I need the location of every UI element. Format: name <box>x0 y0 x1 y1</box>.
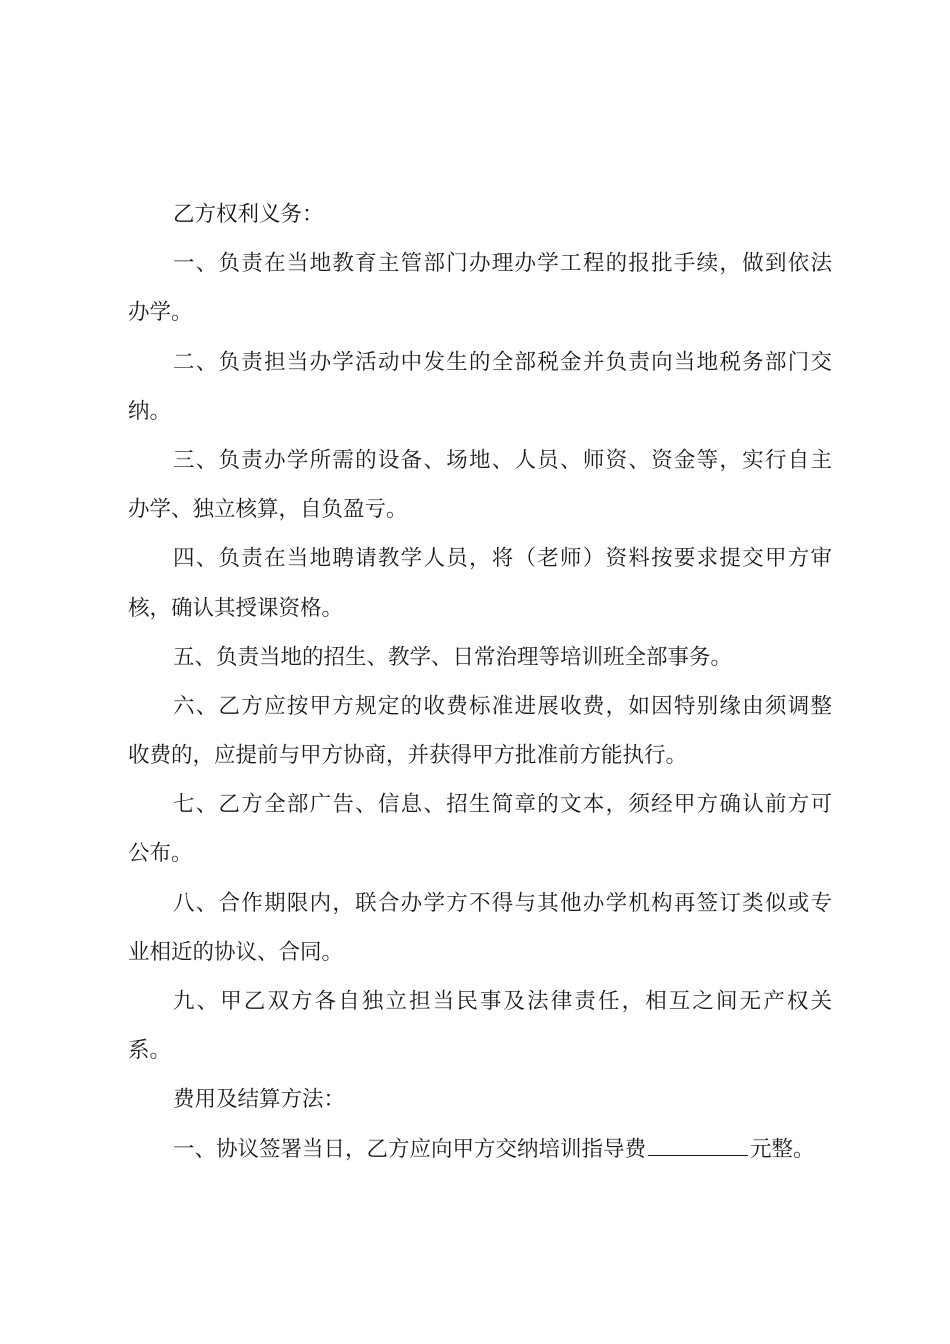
paragraph-line: 四、负责在当地聘请教学人员，将（老师）资料按要求提交甲方审 <box>173 546 832 572</box>
paragraph-line: 五、负责当地的招生、教学、日常治理等培训班全部事务。 <box>173 644 733 670</box>
paragraph-line: 三、负责办学所需的设备、场地、人员、师资、资金等，实行自主 <box>173 447 832 473</box>
paragraph-line: 业相近的协议、合同。 <box>128 939 344 965</box>
paragraph-line: 六、乙方应按甲方规定的收费标准进展收费，如因特别缘由须调整 <box>173 693 832 719</box>
paragraph-line: 七、乙方全部广告、信息、招生简章的文本，须经甲方确认前方可 <box>173 792 832 818</box>
fee-clause-suffix: 元整。 <box>750 1136 815 1162</box>
paragraph-line: 公布。 <box>128 841 193 867</box>
section-heading: 乙方权利义务： <box>173 202 324 227</box>
fee-clause-text: 一、协议签署当日，乙方应向甲方交纳培训指导费 <box>173 1136 647 1162</box>
paragraph-line: 八、合作期限内，联合办学方不得与其他办学机构再签订类似或专 <box>173 890 832 916</box>
paragraph-line: 收费的，应提前与甲方协商，并获得甲方批准前方能执行。 <box>128 743 688 769</box>
fee-clause-line <box>128 1125 832 1174</box>
paragraph-line: 办学。 <box>128 300 193 326</box>
paragraph-line: 九、甲乙双方各自独立担当民事及法律责任，相互之间无产权关 <box>173 989 832 1014</box>
paragraph-line: 一、负责在当地教育主管部门办理办学工程的报批手续，做到依法 <box>173 251 832 277</box>
section-heading: 费用及结算方法： <box>173 1087 346 1113</box>
paragraph-line: 二、负责担当办学活动中发生的全部税金并负责向当地税务部门交 <box>173 349 832 375</box>
document-body <box>128 190 832 1174</box>
paragraph-line: 系。 <box>128 1038 172 1064</box>
amount-blank-field <box>648 1132 748 1156</box>
paragraph-line: 核，确认其授课资格。 <box>128 595 344 621</box>
paragraph-line: 办学、独立核算，自负盈亏。 <box>128 497 408 523</box>
paragraph-line: 纳。 <box>128 398 172 424</box>
